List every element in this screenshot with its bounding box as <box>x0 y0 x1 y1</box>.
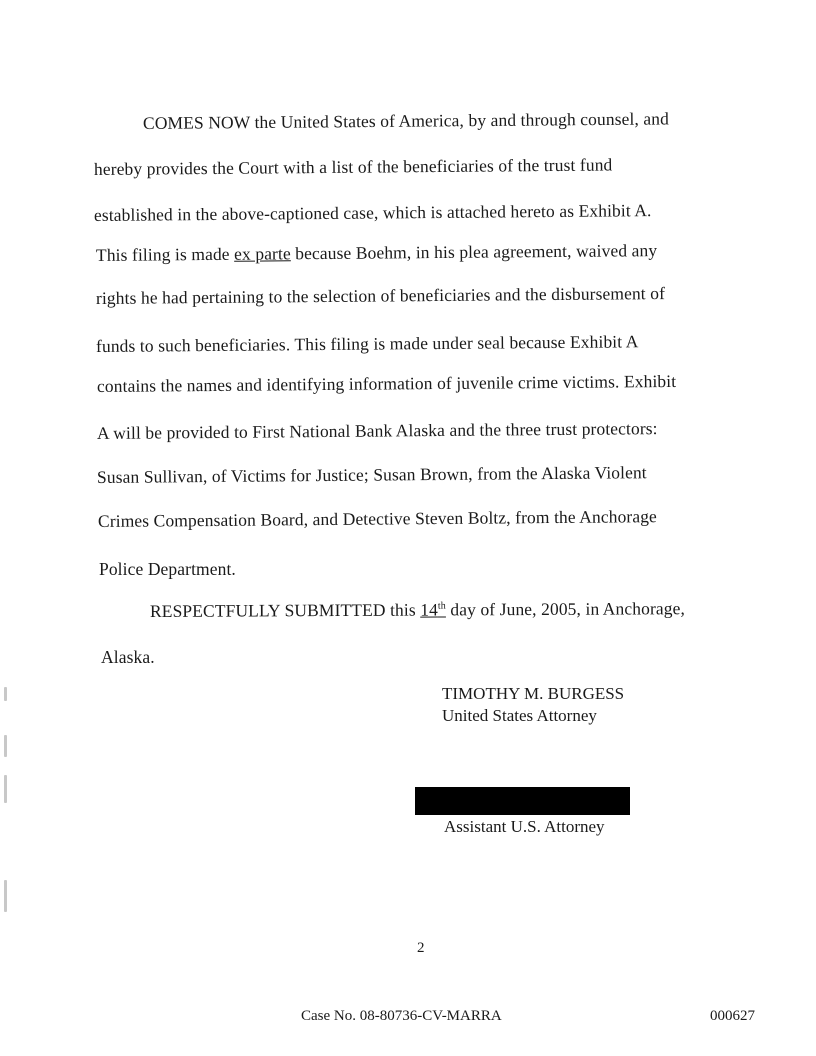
body-line-4-text-after: because Boehm, in his plea agreement, waived any <box>290 240 658 264</box>
body-line-11: Police Department. <box>99 559 236 579</box>
closing-line: Alaska. <box>101 647 155 667</box>
body-line-10: Crimes Compensation Board, and Detective Steven Boltz, from the Anchorage <box>97 506 657 531</box>
footer-case-number: Case No. 08-80736-CV-MARRA <box>301 1008 502 1024</box>
body-line-3: established in the above-captioned case, which is attached hereto as Exhibit A. <box>93 200 652 225</box>
submitted-text-after: day of June, 2005, in Anchorage, <box>445 598 685 620</box>
respectfully-submitted-line <box>150 598 685 622</box>
submitted-day-suffix: th <box>437 600 446 612</box>
footer-bates-number: 000627 <box>710 1008 755 1024</box>
body-line-7: contains the names and identifying information of juvenile crime victims. Exhibit <box>96 370 677 396</box>
scan-artifact <box>4 880 7 912</box>
scan-artifact <box>4 775 7 803</box>
body-line-9: Susan Sullivan, of Victims for Justice; Susan Brown, from the Alaska Violent <box>96 462 647 487</box>
scan-artifact <box>4 687 7 701</box>
submitted-text-before: RESPECTFULLY SUBMITTED this <box>149 599 421 621</box>
body-line-1: COMES NOW the United States of America, by and through counsel, and <box>142 108 670 133</box>
attorney-title: United States Attorney <box>442 706 597 725</box>
submitted-day <box>420 599 446 619</box>
body-line-4 <box>96 240 657 266</box>
body-line-5: rights he had pertaining to the selection of beneficiaries and the disbursement of <box>95 283 666 308</box>
redacted-signature-block <box>415 787 630 815</box>
signer-title: Assistant U.S. Attorney <box>444 817 605 836</box>
attorney-name: TIMOTHY M. BURGESS <box>442 684 625 703</box>
body-line-2: hereby provides the Court with a list of the beneficiaries of the trust fund <box>93 154 613 179</box>
body-line-4-text-before: This filing is made <box>95 243 235 265</box>
submitted-day-number: 14 <box>420 599 438 620</box>
scan-artifact <box>4 735 7 757</box>
body-line-8: A will be provided to First National Bank Alaska and the three trust protectors: <box>96 418 658 443</box>
body-line-6: funds to such beneficiaries. This filing is made under seal because Exhibit A <box>95 331 639 356</box>
ex-parte-underlined-text: ex parte <box>234 243 291 264</box>
page-number: 2 <box>417 940 425 956</box>
